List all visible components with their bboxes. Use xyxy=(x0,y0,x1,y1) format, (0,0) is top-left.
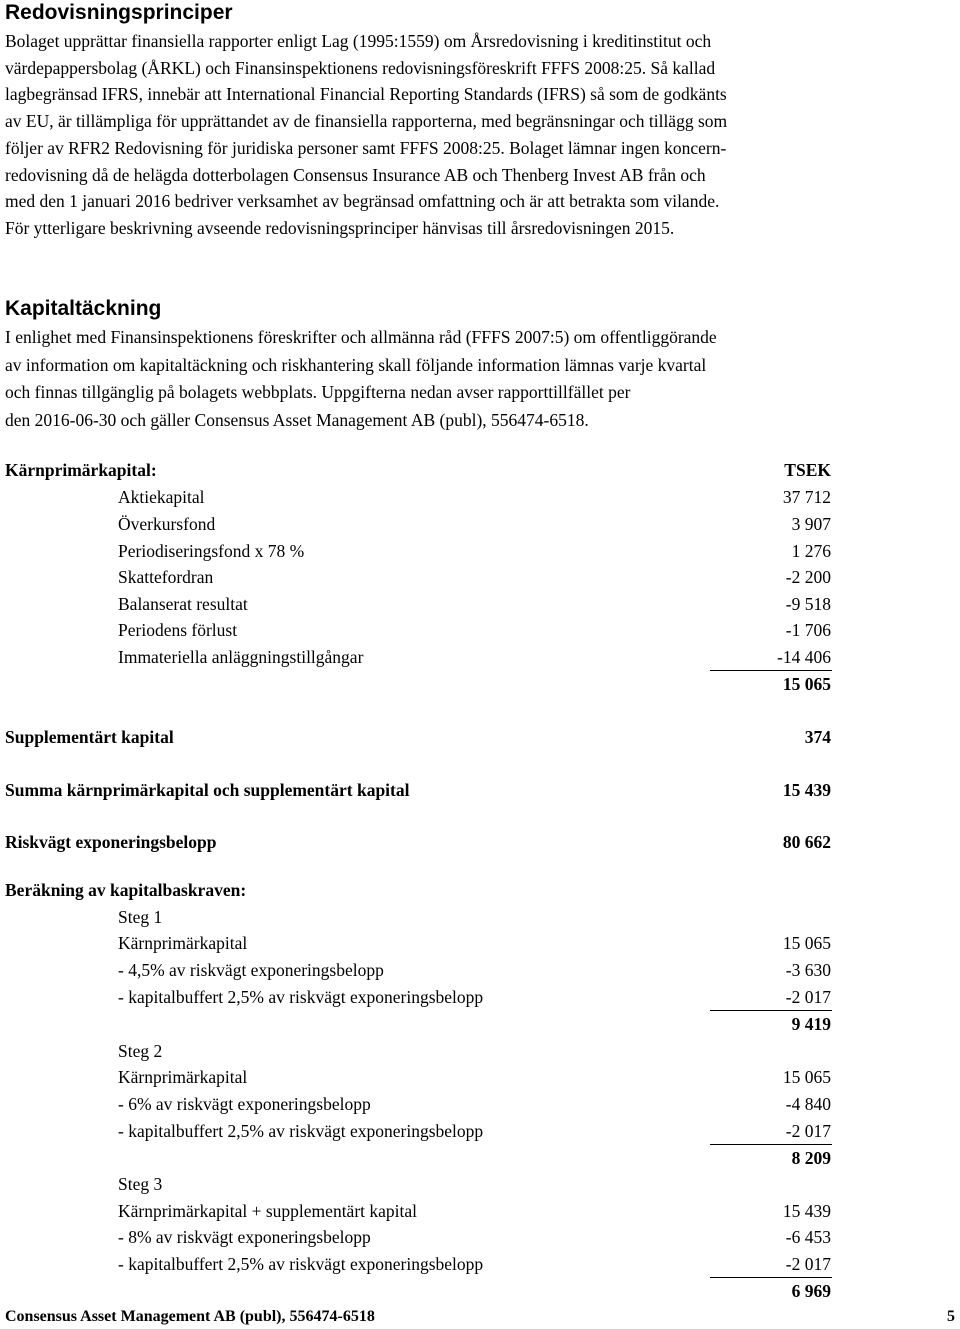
row-value: 3 907 xyxy=(791,514,831,534)
table-row xyxy=(5,538,831,564)
row-value: 15 439 xyxy=(782,780,831,800)
row-value: -9 518 xyxy=(785,594,831,614)
calc-heading: Beräkning av kapitalbaskraven: xyxy=(5,880,247,900)
step-title: Steg 1 xyxy=(118,907,163,927)
core-capital-total: 15 065 xyxy=(782,674,831,694)
row-label: Överkursfond xyxy=(118,514,216,534)
table-row xyxy=(5,484,831,510)
paragraph-line: I enlighet med Finansinspektionens föreskrifter och allmänna råd (FFFS 2007:5) om offentliggörande xyxy=(5,327,717,347)
table-row xyxy=(5,617,831,643)
paragraph-line: lagbegränsad IFRS, innebär att International Financial Reporting Standards (IFRS) så som de godkänts xyxy=(5,84,727,105)
table-row-total xyxy=(5,671,831,697)
row-label: Aktiekapital xyxy=(118,487,205,507)
row-label: Immateriella anläggningstillgångar xyxy=(118,647,364,667)
table-row xyxy=(5,1064,831,1090)
table-row xyxy=(5,829,831,855)
step-title-row xyxy=(5,1038,831,1064)
row-label: Periodens förlust xyxy=(118,620,238,640)
table-row xyxy=(5,1091,831,1117)
footer-company: Consensus Asset Management AB (publ), 556474-6518 xyxy=(5,1308,375,1325)
table-row xyxy=(5,1224,831,1250)
row-label: - kapitalbuffert 2,5% av riskvägt exponeringsbelopp xyxy=(118,1254,484,1274)
table-row xyxy=(5,1118,831,1144)
row-value: -6 453 xyxy=(785,1227,831,1247)
row-value: 1 276 xyxy=(791,541,831,561)
table-row xyxy=(5,877,831,903)
page-footer xyxy=(5,1306,955,1328)
paragraph-kapitaltackning xyxy=(5,324,905,434)
row-label: - 4,5% av riskvägt exponeringsbelopp xyxy=(118,960,384,980)
row-value: 15 439 xyxy=(782,1201,831,1221)
row-label: Kärnprimärkapital xyxy=(118,1067,248,1087)
row-value: 80 662 xyxy=(782,832,831,852)
table-header-row xyxy=(5,457,831,483)
step-title: Steg 2 xyxy=(118,1041,163,1061)
step-total: 9 419 xyxy=(791,1014,831,1034)
row-value: -14 406 xyxy=(777,647,831,667)
step-title-row xyxy=(5,904,831,930)
row-value: 15 065 xyxy=(782,933,831,953)
step-total: 8 209 xyxy=(791,1148,831,1168)
row-value: -2 017 xyxy=(785,987,831,1007)
row-label: Supplementärt kapital xyxy=(5,727,174,747)
section-title-redovisningsprinciper: Redovisningsprinciper xyxy=(5,1,233,24)
row-label: Skattefordran xyxy=(118,567,214,587)
paragraph-line: För ytterligare beskrivning avseende redovisningsprinciper hänvisas till årsredovisningen 2015. xyxy=(5,217,675,238)
row-value: -1 706 xyxy=(785,620,831,640)
row-value: -2 017 xyxy=(785,1254,831,1274)
table-row xyxy=(5,777,831,803)
step-total: 6 969 xyxy=(791,1281,831,1301)
table-row xyxy=(5,957,831,983)
step-title-row xyxy=(5,1171,831,1197)
table-row xyxy=(5,591,831,617)
table-row xyxy=(5,930,831,956)
paragraph-line: den 2016-06-30 och gäller Consensus Asset Management AB (publ), 556474-6518. xyxy=(5,409,589,430)
table-row xyxy=(5,1198,831,1224)
paragraph-line: värdepappersbolag (ÅRKL) och Finansinspektionens redovisningsföreskrift FFFS 2008:25. Så kallad xyxy=(5,57,716,78)
table-row-total xyxy=(5,1145,831,1171)
currency-label: TSEK xyxy=(784,460,831,480)
row-value: 37 712 xyxy=(782,487,831,507)
step-title: Steg 3 xyxy=(118,1174,163,1194)
row-value: -4 840 xyxy=(785,1094,831,1114)
table-row-total xyxy=(5,1278,831,1304)
table-row xyxy=(5,564,831,590)
row-label: - kapitalbuffert 2,5% av riskvägt exponeringsbelopp xyxy=(118,987,484,1007)
row-label: Periodiseringsfond x 78 % xyxy=(118,541,305,561)
paragraph-line: av information om kapitaltäckning och riskhantering skall följande information lämnas varje kvartal xyxy=(5,354,707,375)
paragraph-line: följer av RFR2 Redovisning för juridiska personer samt FFFS 2008:25. Bolaget lämnar ingen koncern- xyxy=(5,137,727,158)
row-label: - kapitalbuffert 2,5% av riskvägt exponeringsbelopp xyxy=(118,1121,484,1141)
table-row xyxy=(5,724,831,750)
row-label: - 8% av riskvägt exponeringsbelopp xyxy=(118,1227,371,1247)
row-value: -2 017 xyxy=(785,1121,831,1141)
table-row xyxy=(5,644,831,670)
table-row xyxy=(5,984,831,1010)
row-value: 374 xyxy=(804,727,831,747)
paragraph-line: med den 1 januari 2016 bedriver verksamhet av begränsad omfattning och är att betrakta som vilande. xyxy=(5,191,720,212)
row-value: 15 065 xyxy=(782,1067,831,1087)
table-row xyxy=(5,1251,831,1277)
table-row xyxy=(5,511,831,537)
row-label: Balanserat resultat xyxy=(118,594,248,614)
paragraph-line: Bolaget upprättar finansiella rapporter enligt Lag (1995:1559) om Årsredovisning i kreditinstitut och xyxy=(5,31,712,51)
paragraph-line: redovisning då de helägda dotterbolagen Consensus Insurance AB och Thenberg Invest AB från och xyxy=(5,164,706,185)
core-capital-heading: Kärnprimärkapital: xyxy=(5,460,157,480)
paragraph-line: av EU, är tillämpliga för upprättandet av de finansiella rapporterna, med begränsningar och tillägg som xyxy=(5,111,728,132)
paragraph-line: och finnas tillgänglig på bolagets webbplats. Uppgifterna nedan avser rapporttillfället per xyxy=(5,382,631,402)
row-label: Kärnprimärkapital + supplementärt kapital xyxy=(118,1201,418,1221)
row-label: - 6% av riskvägt exponeringsbelopp xyxy=(118,1094,371,1114)
row-label: Summa kärnprimärkapital och supplementärt kapital xyxy=(5,780,410,800)
row-value: -2 200 xyxy=(785,567,831,587)
section-title-kapitaltackning: Kapitaltäckning xyxy=(5,297,162,320)
paragraph-redovisningsprinciper xyxy=(5,28,905,242)
table-row-total xyxy=(5,1011,831,1037)
row-label: Kärnprimärkapital xyxy=(118,933,248,953)
page-number: 5 xyxy=(947,1308,955,1325)
row-label: Riskvägt exponeringsbelopp xyxy=(5,832,217,852)
row-value: -3 630 xyxy=(785,960,831,980)
